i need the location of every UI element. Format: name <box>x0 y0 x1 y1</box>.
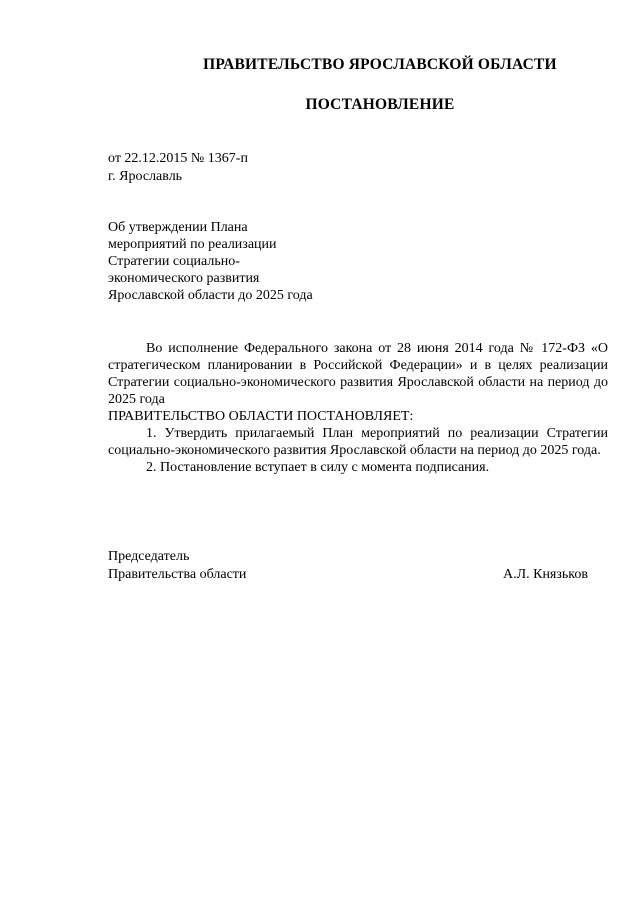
preamble-paragraph: Во исполнение Федерального закона от 28 июня 2014 года № 172-ФЗ «О стратегическом планировании в Российской Федерации» и в целях реализации Стратегии социально-экономического развития Ярославской области на период до 2025 года <box>108 341 608 407</box>
signatory-position: Председатель <box>108 549 190 564</box>
subject-line: Ярославской области до 2025 года <box>108 288 313 303</box>
document-type-title: ПОСТАНОВЛЕНИЕ <box>305 96 455 113</box>
subject-line: Об утверждении Плана <box>108 220 248 235</box>
clause-2: 2. Постановление вступает в силу с момента подписания. <box>146 460 490 475</box>
signature-block <box>108 548 588 584</box>
document-body <box>108 340 608 476</box>
signature-row <box>108 566 588 584</box>
date-number: от 22.12.2015 № 1367-п <box>108 151 248 166</box>
city: г. Ярославль <box>108 169 183 184</box>
organization-title: ПРАВИТЕЛЬСТВО ЯРОСЛАВСКОЙ ОБЛАСТИ <box>203 56 557 73</box>
subject-line: Стратегии социально- <box>108 254 240 269</box>
subject-line: экономического развития <box>108 271 260 286</box>
document-subject <box>108 219 368 304</box>
resolution-statement: ПРАВИТЕЛЬСТВО ОБЛАСТИ ПОСТАНОВЛЯЕТ: <box>108 409 414 424</box>
signatory-name: А.Л. Князьков <box>503 567 588 582</box>
subject-line: мероприятий по реализации <box>108 237 277 252</box>
clause-1: 1. Утвердить прилагаемый План мероприятий по реализации Стратегии социально-экономического развития Ярославской области на период до 2025 года. <box>108 426 608 458</box>
document-meta <box>108 150 248 186</box>
signatory-position-cont: Правительства области <box>108 567 247 582</box>
